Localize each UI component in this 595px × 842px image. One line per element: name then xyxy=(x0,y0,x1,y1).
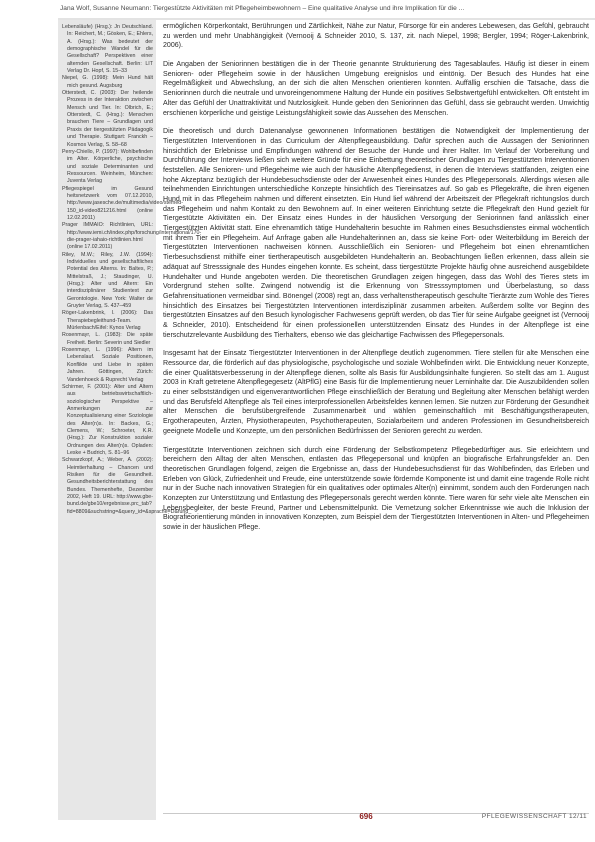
body-paragraph: ermöglichen Körperkontakt, Berührungen und Zärtlichkeit, Nähe zur Natur, Fürsorge für ein anderes Lebewesen, das Gefühl, gebraucht zu werden und mehr Unabhängigkeit (Vernooij & Schneider 2010, S. 137, zit. nach Niepel, 1998; Bergler, 1994; Röger-Lakenbrink, 2006). xyxy=(163,23,589,50)
reference-entry: Riley, M.W.; Riley, J.W. (1994): Individuelles und gesellschaftliches Potential des Alterns. In: Baltes, P.; Mittelstraß, J.; Staudinger, U. (Hrsg.): Alter und Altern: Ein interdisziplinärer Studientext zur Gerontologie. New York: Walter de Gruyter Verlag, S. 437–459 xyxy=(62,251,153,310)
page-number: 696 xyxy=(359,812,373,821)
reference-entry: Niepel, G. (1998): Mein Hund hält mich gesund. Augsburg xyxy=(62,75,153,89)
journal-issue: PFLEGEWISSENSCHAFT 12/11 xyxy=(481,813,587,820)
reference-entry: Rosenmayr, L. (1983): Die späte Freiheit. Berlin: Severin und Siedler xyxy=(62,332,153,346)
running-header: Jana Wolf, Susanne Neumann: Tiergestützte Aktivitäten mit Pflegeheimbewohnern – Eine qualitative Analyse und ihre Implikation für die ... xyxy=(60,5,465,12)
reference-entry: Röger-Lakenbrink, I. (2006): Das Therapiebegleithund-Team. Mürlenbach/Eifel: Kynos Verlag xyxy=(62,310,153,332)
main-text-column xyxy=(163,22,589,812)
body-paragraph: Tiergestützte Interventionen zeichnen sich durch eine Förderung der Selbstkompetenz Pflegebedürftiger aus. Sie erleichtern und bereichern den Alltag der alten Menschen, entlasten das Pflegepersonal und knüpfen an biografische Erfahrungsfelder an. Den theoretischen Grundlagen folgend, zeigen die Ergebnisse an, dass der Hundebesuchsdienst für das Wohlbefinden, das Erleben und Erleben von Glück, Zufriedenheit und Freude, eine unterstützende sowie fördernde Komponente ist und damit eine tragende Rolle nicht nur in der Suche nach innovativen Strategien für ein qualitatives oder optimales Alter(n) einnimmt, sondern auch den Forderungen nach Konzepten zur Unterstützung und Entlastung des Pflegepersonals gerecht werden könnte. Tiere waren für sehr viele alte Menschen ein Lebensbegleiter, der beste Freund, Partner und Lebensmittelpunkt. Die Vernetzung solcher Erkenntnisse wie auch die Inklusion der Biografieorientierung münden in innovativen Konzepten, zum Beispiel dem der Tiergestützten Interventionen in Alten- und Pflegeheimen sowie in der häuslichen Pflege. xyxy=(163,446,589,531)
body-paragraph: Die theoretisch und durch Datenanalyse gewonnenen Informationen bestätigen die Notwendigkeit der Implementierung der Tiergestützten Interventionen in das Curriculum der Altenpflegeausbildung. Dafür sprechen auch die Aussagen der Seniorinnen hinsichtlich der Erlebnisse und Empfindungen während der Besuche der Hunde und ihrer Halter. Im Verlauf der Vorbereitung und Durchführung der Interviews ließen sich weitere Gründe für eine Einbettung theoretischer Grundlagen zu Tiergestützten Interventionen feststellen. Alle Senioren- und Pflegeheime wie auch der häusliche Altenpflegedienst, in denen die Interviews stattfanden, zeigten eine hohe Akzeptanz bezüglich der Hundebesuchsdienste oder der Anwesenheit eines Hundes des Pflegepersonals. Allerdings wiesen alle teilnehmenden Einrichtungen unterschiedliche Konzepte hinsichtlich des Tiereinsatzes auf. So gab es Pflegekräfte, die ihren eigenen Hund mit in das Pflegeheim nahmen und different einsetzten. Ein Hund lief während der Arbeitszeit der Pflegekraft richtungslos durch das Pflegeheim und nahm Kontakt zu den Bewohnern auf. In einer weiteren Einrichtung setzte die Pflegekraft den Hund gezielt für Tiergestützte Aktivitäten ein. Der Einsatz eines Hundes in der häuslichen Versorgung der Seniorinnen fand anlässlich einer Tiergestützten Aktivität statt. Eine ehrenamtlich tätige Hundehalterin besuchte im Rahmen eines Besuchsdienstes einmal wöchentlich mit ihrem Tier ein Pflegeheim. Auf Anfrage gaben alle Hundehalterinnen an, dass sie keine Fort- oder Weiterbildung im Bereich der Tiergestützten Interventionen nachweisen können. Ausschließlich ein Senioren- und Pflegeheim bot einen ehrenamtlichen Tierbesuchsdienst mithilfe einer tiertherapeutisch ausgebildeten Hundehalterin an. Beobachtungen ließen erkennen, dass allein sie adäquat auf Stresssignale des Hundes eingehen konnte. Es scheint, dass tiergestützte Projekte häufig ohne ausreichend ausgebildete Hundehalter und Hunde angeboten werden. Die theoretischen Grundlagen zeigen hingegen, dass das Wohl des Tieres stets im Vordergrund stehen sollte. Zwingend notwendig ist die Erkennung von Stresssymptomen und Überbelastung, so dass Gefahrensituationen vermeidbar sind. Bönengel (2008) regt an, dass verhaltenstherapeutisch geschulte Tierärzte zum Wohle des Tieres hinsichtlich des Einsatzes bei Tiergestützten Interventionen interdisziplinär zusammen arbeiten. Außerdem sollte vor Beginn des tiergestützten Einsatzes auf den Besuch kynologischer Fachwesens geprüft werden, ob das Tier für seine Aufgabe geeignet ist (Vernooij & Schneider, 2010). Entscheidend für einen professionellen unterstützenden Einsatz des Hundes in der Altenpflege ist eine tierschutzrelevante Ausbildung des Tierhalters, ebenso wie das gleichartige Fachwissen des Pflegepersonals. xyxy=(163,128,589,339)
reference-entry: Prager IMMAIO: Richtlinien, URL: http://www.iemi.ch/index.php/forschung/international/170-die-prager-iahaio-richtlinien.html (online 17.02.2011) xyxy=(62,222,202,251)
reference-entry: Rosenmayr, L. (1996): Altern im Lebenslauf. Soziale Positionen, Konflikte und Liebe in späten Jahren. Göttingen, Zürich: Vandenhoeck & Ruprecht Verlag xyxy=(62,347,153,383)
reference-entry: Lebensläufe) (Hrsg.): Jn Deutschland. In: Reichert, M.; Gösken, E.; Ehlers, A. (Hrsg.): Was bedeutet der demographische Wandel für die Gesellschaft? Perspektiven einer alternden Gesellschaft. Berlin: LIT Verlag Dr. Hopf, S. 15–33 xyxy=(62,24,153,75)
body-paragraph: Insgesamt hat der Einsatz Tiergestützter Interventionen in der Altenpflege deutlich zugenommen. Tiere stellen für alte Menschen eine Ressource dar, die förderlich auf das physiologische, psychologische und soziale Wohlbefinden wirkt. Die Entwicklung neuer Konzepte, die einer Qualitätsverbesserung in der Altenpflege dienen, sollte als Basis für Ausbildungsinhalte fungieren. So stellt das am 1. August 2003 in Kraft getretene Altenpflegegesetz (AltPflG) eine Basis für die Implementierung neuer Lerninhalte dar. Die Auszubildenden sollen zu einer selbstständigen und eigenverantwortlichen Pflege einschließlich der Beratung und Begleitung alter Menschen befähigt werden und das Berufsfeld Altenpflege als Teil eines interprofessionellen Arbeitsfeldes kennen lernen. Sie nutzen zur Förderung der Gesundheit alter Menschen die berufsübergreifende Zusammenarbeit und wählen gemeinschaftlich mit Beschäftigungstherapeuten, Ergotherapeuten, Ärzten, Physiotherapeuten, Psychotherapeuten, Sozialarbeitern und anderen Professionen im Gesundheitsbereich geeignete Modelle und Konzepte, um den persönlichen Bedürfnissen der Senioren gerecht zu werden. xyxy=(163,350,589,435)
references-list xyxy=(62,24,202,814)
reference-entry: Schwarzkopf, A.; Weber, A. (2002): Heimtierhaltung – Chancen und Risiken für die Gesundheit. Gesundheitsberichterstattung des Bundes. Themenhefte, Dezember 2002, Heft 19. URL: http://www.gbe-bund.de/gbe10/ergebnisse.prc_tab?fid=8809&suchstring=&query_id=&sprache=D&fund_ xyxy=(62,457,192,515)
reference-entry: Pflegespiegel im Gesund heitsnetzwerk vom 07.12.2010, http://www.jasesche.de/multimedia/video/stemed-150_id-video821216.html (online 12.02.2011) xyxy=(62,185,183,221)
reference-entry: Schirmer, F. (2001): Alter und Altern aus betriebswirtschaftlich-soziologischer Perspektive – Anmerkungen zur Konzeptualisierung einer Soziologie des Alter(n)s. In: Backes, G.; Clemens, W.; Schroeter, K.R. (Hrsg.): Zur Konstruktion sozialer Ordnungen des Alter(n)s. Opladen: Leske + Budrich, S. 81–96 xyxy=(62,383,153,456)
reference-entry: Otterstedt, C. (2003): Der heilende Prozess in der Interaktion zwischen Mensch und Tier. In: Olbrich, E.; Otterstedt, C. (Hrsg.): Menschen brauchen Tiere – Grundlagen und Praxis der tiergestützten Pädagogik und Therapie. Stuttgart: Franckh – Kosmos Verlag, S. 58–68 xyxy=(62,90,153,148)
body-paragraph: Die Angaben der Seniorinnen bestätigen die in der Theorie genannte Strukturierung des Tagesablaufes. Häufig ist dieser in einem Senioren- oder Pflegeheim sowie in der häuslichen Umgebung ereignislos und eintönig. Der Besuch des Hundes hat eine Regelmäßigkeit und Abwechslung, an der sich die alten Menschen orientieren konnten. Auffällig erschien die Tatsache, dass die Seniorinnen durch die neutrale und unvoreingenommene Haltung der Hunde ein positives Selbstwertgefühl entwickelten. Oft entsteht im Alter das Gefühl der Unattraktivität und Nutzlosigkeit. Hunde geben den Seniorinnen das Gefühl, dass sie gebraucht werden. Unwichtig erschienen körperliche und geistige Leistungsfähigkeit sowie das Aussehen des Menschen. xyxy=(163,61,589,117)
reference-entry: Perry-Chiello, P. (1997): Wohlbefinden im Alter. Körperliche, psychische und soziale Determinanten und Ressourcen. Weinheim, München: Juventa Verlag xyxy=(62,148,153,185)
